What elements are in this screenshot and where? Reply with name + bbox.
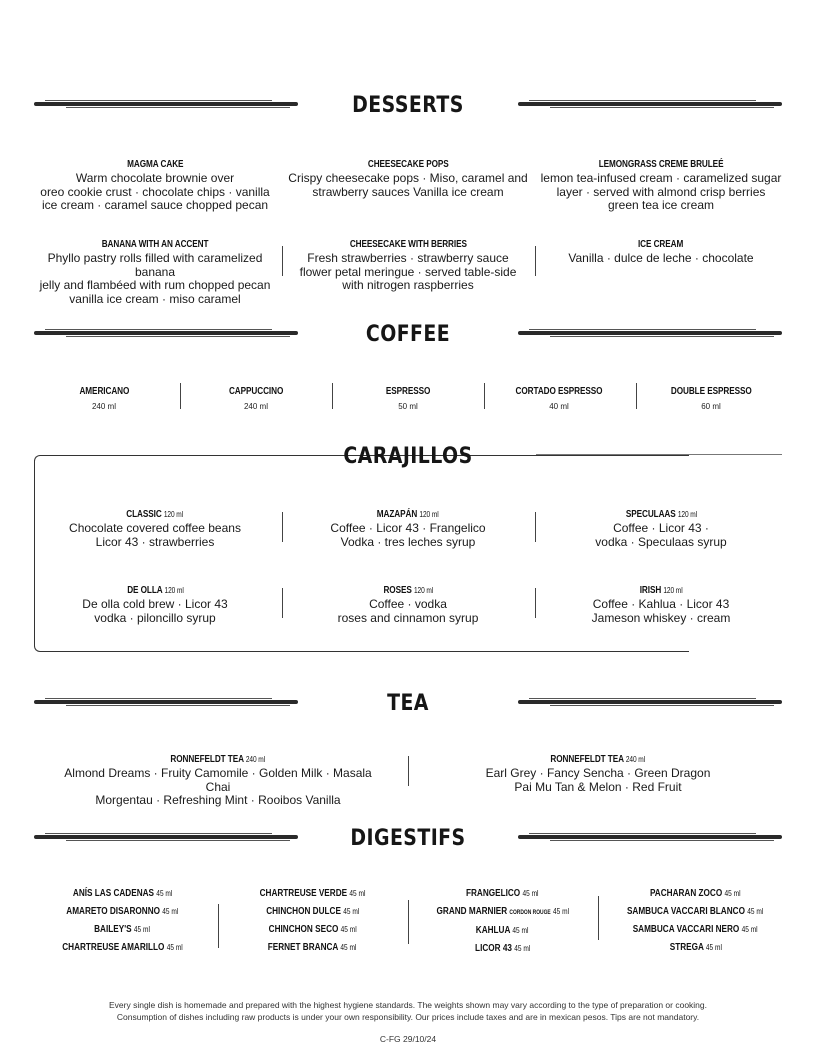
- coffee-item: [499, 381, 619, 411]
- digestif-column: [608, 884, 783, 956]
- digestifs-heading: DIGESTIFS: [350, 826, 466, 851]
- column-divider: [408, 900, 409, 944]
- column-divider: [218, 904, 219, 948]
- item-size: 240 ml: [91, 402, 116, 411]
- item-name: CLASSIC 120 ml: [126, 509, 184, 520]
- coffee-item: [348, 381, 468, 411]
- column-divider: [332, 383, 333, 409]
- list-item: SAMBUCA VACCARI BLANCO 45 ml: [627, 906, 764, 917]
- item-name: AMERICANO: [79, 386, 129, 397]
- item-size: 60 ml: [701, 402, 721, 411]
- carajillo-item: MAZAPÁN 120 ml Coffee · Licor 43 · Frangelico Vodka · tres leches syrup: [330, 509, 486, 549]
- digestif-column: [420, 884, 585, 957]
- item-name: MAGMA CAKE: [126, 159, 184, 170]
- footer-disclaimer: Every single dish is homemade and prepared with the highest hygiene standards. The weights shown may vary according to the type of preparation or cooking. Consumption of dishes including raw products is under your own responsibility. Our prices include taxes and are in mexican pesos. Tips are not mandatory.: [108, 1000, 708, 1022]
- item-name: ICE CREAM: [638, 239, 684, 250]
- item-name: CHEESECAKE WITH BERRIES: [349, 239, 467, 250]
- dessert-item: CHEESECAKE WITH BERRIES Fresh strawberries · strawberry sauce flower petal meringue · served table-side with nitrogen raspberries: [299, 239, 517, 292]
- item-name: CAPPUCCINO: [228, 386, 284, 397]
- dessert-item: ICE CREAM Vanilla · dulce de leche · chocolate: [568, 239, 754, 265]
- column-divider: [282, 588, 283, 618]
- list-item: PACHARAN ZOCO 45 ml: [650, 888, 741, 899]
- carajillos-heading: CARAJILLOS: [343, 444, 473, 469]
- carajillo-item: IRISH 120 ml Coffee · Kahlua · Licor 43 Jameson whiskey · cream: [591, 585, 731, 625]
- item-size: 50 ml: [398, 402, 418, 411]
- column-divider: [535, 512, 536, 542]
- item-name: CHEESECAKE POPS: [367, 159, 449, 170]
- coffee-item: [44, 381, 164, 411]
- item-name: CORTADO ESPRESSO: [515, 386, 603, 397]
- carajillo-item: DE OLLA 120 ml De olla cold brew · Licor 43 vodka · piloncillo syrup: [82, 585, 228, 625]
- tea-heading: TEA: [387, 691, 429, 716]
- coffee-item: [196, 381, 316, 411]
- carajillo-item: CLASSIC 120 ml Chocolate covered coffee beans Licor 43 · strawberries: [69, 509, 241, 549]
- list-item: CHARTREUSE VERDE 45 ml: [259, 888, 366, 899]
- column-divider: [282, 246, 283, 276]
- desserts-heading: DESSERTS: [352, 93, 464, 118]
- column-divider: [535, 246, 536, 276]
- tea-item: RONNEFELDT TEA 240 ml Almond Dreams · Fruity Camomile · Golden Milk · Masala Chai Morgentau · Refreshing Mint · Rooibos Vanilla: [64, 754, 372, 807]
- list-item: LICOR 43 45 ml: [474, 943, 531, 954]
- item-name: LEMONGRASS CREME BRULEÉ: [598, 159, 724, 170]
- item-name: BANANA WITH AN ACCENT: [101, 239, 209, 250]
- item-name: ESPRESSO: [385, 386, 431, 397]
- item-name: DE OLLA 120 ml: [126, 585, 184, 596]
- carajillo-item: SPECULAAS 120 ml Coffee · Licor 43 · vodka · Speculaas syrup: [595, 509, 727, 549]
- item-name: DOUBLE ESPRESSO: [670, 386, 752, 397]
- dessert-item: CHEESECAKE POPS Crispy cheesecake pops · Miso, caramel and strawberry sauces Vanilla ice cream: [288, 159, 528, 199]
- list-item: FERNET BRANCA 45 ml: [268, 942, 357, 953]
- item-size: 40 ml: [549, 402, 569, 411]
- list-item: CHINCHON SECO 45 ml: [268, 924, 357, 935]
- dessert-item: MAGMA CAKE Warm chocolate brownie over oreo cookie crust · chocolate chips · vanilla ice cream · caramel sauce chopped pecan: [40, 159, 270, 212]
- list-item: CHINCHON DULCE 45 ml: [265, 906, 360, 917]
- column-divider: [484, 383, 485, 409]
- digestif-column: [230, 884, 395, 956]
- item-name: ROSES 120 ml: [383, 585, 433, 596]
- item-name: RONNEFELDT TEA 240 ml: [550, 754, 646, 765]
- carajillo-item: ROSES 120 ml Coffee · vodka roses and cinnamon syrup: [337, 585, 479, 625]
- list-item: STREGA 45 ml: [669, 942, 722, 953]
- list-item: GRAND MARNIER CORDON ROUGE 45 ml: [436, 906, 569, 917]
- column-divider: [282, 512, 283, 542]
- item-size: 240 ml: [243, 402, 268, 411]
- dessert-item: BANANA WITH AN ACCENT Phyllo pastry rolls filled with caramelized banana jelly and flambéed with rum chopped pecan vanilla ice cream · miso caramel: [39, 239, 271, 306]
- item-name: IRISH 120 ml: [639, 585, 683, 596]
- column-divider: [180, 383, 181, 409]
- item-name: SPECULAAS 120 ml: [625, 509, 697, 520]
- list-item: SAMBUCA VACCARI NERO 45 ml: [633, 924, 758, 935]
- digestif-column: [40, 884, 205, 956]
- list-item: FRANGELICO 45 ml: [466, 888, 539, 899]
- list-item: CHARTREUSE AMARILLO 45 ml: [62, 942, 183, 953]
- column-divider: [408, 756, 409, 786]
- item-name: RONNEFELDT TEA 240 ml: [170, 754, 266, 765]
- coffee-item: [651, 381, 771, 411]
- list-item: AMARETO DISARONNO 45 ml: [66, 906, 179, 917]
- column-divider: [636, 383, 637, 409]
- dessert-item: LEMONGRASS CREME BRULEÉ lemon tea-infused cream · caramelized sugar layer · served with almond crisp berries green tea ice cream: [540, 159, 782, 212]
- tea-item: RONNEFELDT TEA 240 ml Earl Grey · Fancy Sencha · Green Dragon Pai Mu Tan & Melon · Red Fruit: [485, 754, 711, 794]
- coffee-heading: COFFEE: [365, 322, 451, 347]
- list-item: KAHLUA 45 ml: [476, 925, 529, 936]
- list-item: ANÍS LAS CADENAS 45 ml: [72, 888, 173, 899]
- column-divider: [535, 588, 536, 618]
- menu-code: C-FG 29/10/24: [379, 1034, 437, 1044]
- column-divider: [598, 896, 599, 940]
- item-name: MAZAPÁN 120 ml: [377, 509, 439, 520]
- list-item: BAILEY'S 45 ml: [94, 924, 151, 935]
